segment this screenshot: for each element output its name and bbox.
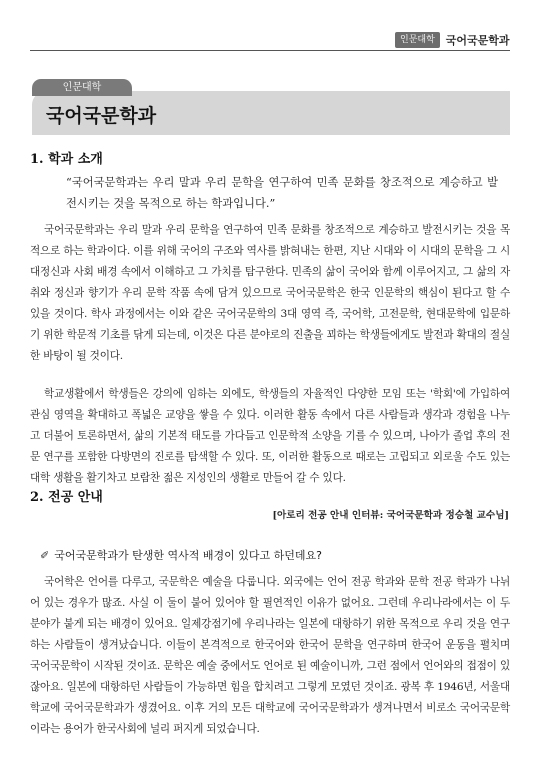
college-tab: 인문대학 — [32, 79, 132, 96]
running-head-title: 국어국문학과 — [445, 34, 510, 47]
running-head-badge: 인문대학 — [395, 32, 440, 48]
pencil-icon: ✐ — [40, 548, 50, 562]
question-text: 국어국문학과가 탄생한 역사적 배경이 있다고 하던데요? — [54, 549, 322, 562]
section1-heading: 1. 학과 소개 — [30, 152, 103, 167]
interview-answer: 국어학은 언어를 다루고, 국문학은 예술을 다룹니다. 외국에는 언어 전공 학과와 문학 전공 학과가 나뉘어 있는 경우가 많죠. 사실 이 둘이 붙어 있어야 할 필연적인 이유가 없어요. 그런데 우리나라에서는 이 두 분야가 붙게 되는 배경이 있어요. 일제강점기에 우리나라는 일본에 대항하기 위한 목적으로 우리 것을 연구하는 사람들이 생겨났습니다. 이들이 본격적으로 한국어와 한국어 문학을 연구하며 한국어 운동을 펼치며 국어국문학이 시작된 것이죠. 문학은 예술 중에서도 언어로 된 예술이니까, 그런 점에서 언어와의 접점이 있잖아요. 일본에 대항하던 사람들이 가능하면 힘을 합치려고 그렇게 모였던 것이죠. 광복 후 1946년, 서울대학교에 국어국문학과가 생겼어요. 이후 거의 모든 대학교에 국어국문학과가 생겨나면서 비로소 국어국문학이라는 용어가 한국사회에 널리 퍼지게 되었습니다. — [30, 576, 510, 735]
interview-credit: [아로리 전공 안내 인터뷰: 국어국문학과 정승철 교수님] — [272, 510, 509, 521]
header-rule — [30, 50, 510, 51]
interview-question — [40, 547, 322, 563]
section1-quote: “국어국문학과는 우리 말과 우리 문학을 연구하여 민족 문화를 창조적으로 계승하고 발전시키는 것을 목적으로 하는 학과입니다.” — [66, 176, 498, 210]
running-head — [395, 31, 510, 49]
section1-paragraph-1: 국어국문학과는 우리 말과 우리 문학을 연구하여 민족 문화를 창조적으로 계승하고 발전시키는 것을 목적으로 하는 학과이다. 이를 위해 국어의 구조와 역사를 밝혀내는 한편, 지난 시대와 이 시대의 문학을 그 시대정신과 사회 배경 속에서 이해하고 그 가치를 탐구한다. 민족의 삶이 국어와 함께 이루어지고, 그 삶의 자취와 정신과 향기가 우리 문학 작품 속에 담겨 있으므로 국어국문학은 한국 인문학의 핵심이 된다고 할 수 있을 것이다. 학사 과정에서는 이와 같은 국어국문학의 3대 영역 즉, 국어학, 고전문학, 현대문학에 입문하기 위한 학문적 기초를 닦게 되는데, 이것은 다른 분야로의 진출을 꾀하는 학생들에게도 발전과 확대의 절실한 바탕이 될 것이다. — [30, 224, 510, 362]
section1-paragraph-2: 학교생활에서 학생들은 강의에 임하는 외에도, 학생들의 자율적인 다양한 모임 또는 '학회'에 가입하여 관심 영역을 확대하고 폭넓은 교양을 쌓을 수 있다. 이러한 활동 속에서 다른 사람들과 생각과 경험을 나누고 더불어 토론하면서, 삶의 기본적 태도를 가다듬고 인문학적 소양을 기를 수 있으며, 나아가 졸업 후의 전문 연구를 포함한 다방면의 진로를 탐색할 수 있다. 또, 이러한 활동으로 때로는 고립되고 외로울 수도 있는 대학 생활을 활기차고 보람찬 젊은 지성인의 생활로 만들어 갈 수 있다. — [30, 388, 510, 484]
section2-heading: 2. 전공 안내 — [30, 490, 103, 505]
page-title: 국어국문학과 — [46, 105, 157, 127]
